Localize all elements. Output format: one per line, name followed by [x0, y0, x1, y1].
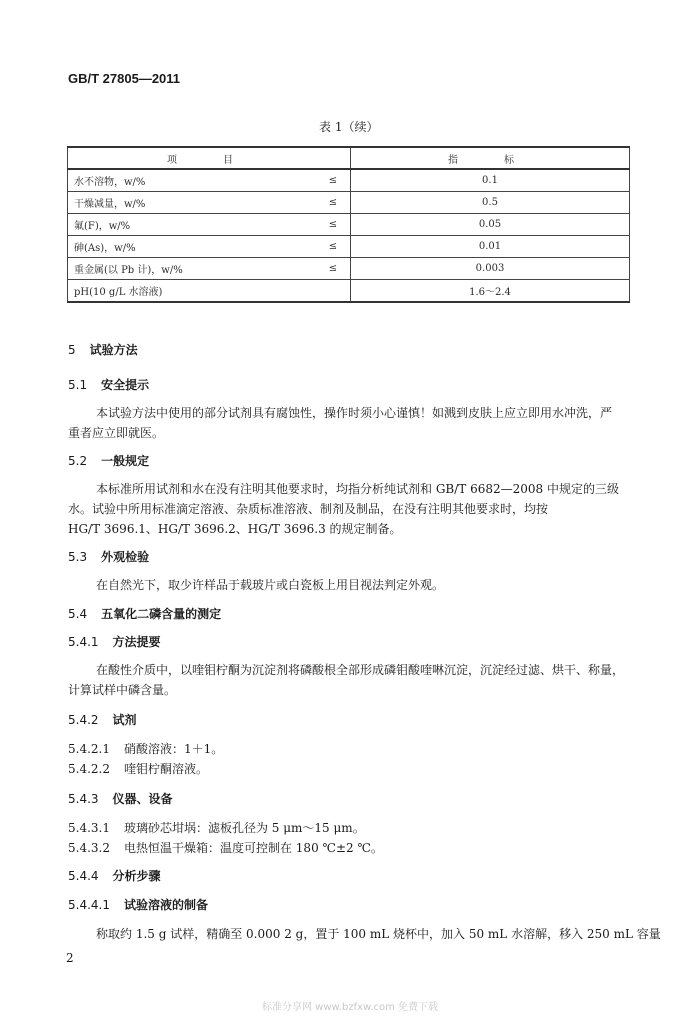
section-title: 五氧化二磷含量的测定 [101, 607, 222, 621]
paragraph-line: HG/T 3696.1、HG/T 3696.2、HG/T 3696.3 的规定制备。 [68, 522, 402, 536]
row-operator: ≤ [316, 214, 351, 236]
section-title: 试验溶液的制备 [123, 898, 208, 912]
section-title: 外观检验 [101, 550, 150, 564]
section-number: 5.4.4 [68, 869, 99, 883]
section-number: 5.4.4.1 [68, 898, 110, 912]
row-item: 重金属(以 Pb 计)，w/% [68, 258, 317, 280]
table-row [68, 192, 630, 214]
footer-watermark: 标准分享网 www.bzfxw.com 免费下载 [262, 1002, 438, 1013]
clause-5-4-2-1 [68, 739, 223, 759]
section-heading-5-1 [68, 376, 149, 393]
clause-text: 喹钼柠酮溶液。 [123, 762, 208, 776]
section-title: 一般规定 [101, 454, 150, 468]
clause-number: 5.4.2.1 [68, 742, 110, 756]
paragraph-line: 在自然光下，取少许样品于载玻片或白瓷板上用目视法判定外观。 [96, 578, 445, 592]
row-item: pH(10 g/L 水溶液) [68, 280, 317, 303]
clause-text: 电热恒温干燥箱：温度可控制在 180 ℃±2 ℃。 [123, 841, 383, 855]
clause-number: 5.4.3.1 [68, 821, 110, 835]
table-row [68, 236, 630, 258]
clause-5-4-2-2 [68, 759, 208, 779]
table-title: 表 1（续） [319, 120, 379, 134]
standard-code: GB/T 27805—2011 [68, 71, 181, 86]
section-title: 仪器、设备 [112, 792, 173, 806]
section-number: 5 [68, 343, 76, 357]
paragraph-line: 称取约 1.5 g 试样，精确至 0.000 2 g，置于 100 mL 烧杯中，加入 50 mL 水溶解，移入 250 mL 容量 [96, 927, 661, 941]
row-value: 0.003 [351, 258, 630, 280]
section-number: 5.2 [68, 454, 88, 468]
clause-number: 5.4.2.2 [68, 762, 110, 776]
row-item: 氟(F)，w/% [68, 214, 317, 236]
paragraph-line: 水。试验中所用标准滴定溶液、杂质标准溶液、制剂及制品，在没有注明其他要求时，均按 [68, 502, 549, 516]
clause-text: 硝酸溶液：1＋1。 [123, 742, 224, 756]
row-item: 干燥减量，w/% [68, 192, 317, 214]
section-heading-5-3 [68, 548, 149, 565]
section-number: 5.4.3 [68, 792, 99, 806]
row-item: 水不溶物，w/% [68, 169, 317, 192]
section-heading-5-2 [68, 452, 149, 469]
table-header-row [68, 147, 630, 169]
clause-5-4-3-1 [68, 818, 365, 838]
row-item: 砷(As)，w/% [68, 236, 317, 258]
row-operator: ≤ [316, 236, 351, 258]
row-operator [316, 280, 351, 303]
paragraph-line: 本试验方法中使用的部分试剂具有腐蚀性，操作时须小心谨慎！如溅到皮肤上应立即用水冲洗，严 [96, 406, 613, 420]
clause-5-4-3-2 [68, 838, 383, 858]
row-value: 0.05 [351, 214, 630, 236]
section-heading-5-4-4 [68, 867, 161, 884]
table-row [68, 214, 630, 236]
table-row [68, 258, 630, 280]
section-heading-5-4-3 [68, 790, 173, 807]
section-title: 试剂 [112, 713, 137, 727]
section-heading-5-4 [68, 605, 221, 622]
paragraph-line: 本标准所用试剂和水在没有注明其他要求时，均指分析纯试剂和 GB/T 6682—2008 中规定的三级 [96, 482, 619, 496]
section-title: 分析步骤 [112, 869, 161, 883]
spec-table [67, 146, 630, 303]
row-value: 0.5 [351, 192, 630, 214]
row-value: 0.01 [351, 236, 630, 258]
section-number: 5.4.1 [68, 635, 99, 649]
section-title: 安全提示 [101, 378, 150, 392]
section-number: 5.3 [68, 550, 88, 564]
paragraph-line: 计算试样中磷含量。 [68, 683, 177, 697]
section-heading-5-4-1 [68, 633, 161, 650]
clause-text: 玻璃砂芯坩埚：滤板孔径为 5 μm～15 μm。 [123, 821, 365, 835]
section-heading-5-4-2 [68, 711, 137, 728]
row-operator: ≤ [316, 258, 351, 280]
table-row [68, 169, 630, 192]
row-value: 1.6～2.4 [351, 280, 630, 303]
section-title: 试验方法 [89, 343, 138, 357]
section-heading-5-4-4-1 [68, 896, 208, 913]
paragraph-line: 在酸性介质中，以喹钼柠酮为沉淀剂将磷酸根全部形成磷钼酸喹啉沉淀，沉淀经过滤、烘干、称量， [96, 663, 625, 677]
table-row [68, 280, 630, 303]
section-number: 5.4.2 [68, 713, 99, 727]
header-value: 指 标 [351, 147, 630, 169]
row-operator: ≤ [316, 192, 351, 214]
paragraph-line: 重者应立即就医。 [68, 426, 165, 440]
section-number: 5.4 [68, 607, 88, 621]
section-number: 5.1 [68, 378, 88, 392]
clause-number: 5.4.3.2 [68, 841, 110, 855]
page-number: 2 [66, 951, 74, 965]
row-value: 0.1 [351, 169, 630, 192]
row-operator: ≤ [316, 169, 351, 192]
section-title: 方法提要 [112, 635, 161, 649]
section-heading-5 [68, 341, 138, 358]
header-item: 项 目 [68, 147, 351, 169]
